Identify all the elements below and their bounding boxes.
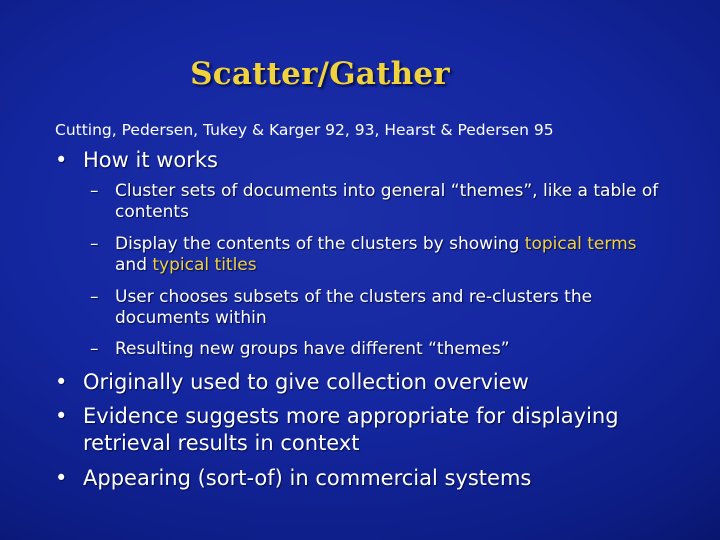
bullet-text: Originally used to give collection overview <box>83 370 529 394</box>
bullet-text: How it works <box>83 148 218 172</box>
bullet-icon: • <box>55 148 68 172</box>
bullet-icon: • <box>55 404 68 428</box>
dash-icon: – <box>90 339 99 359</box>
bullet-icon: • <box>55 370 68 394</box>
subbullet-text: User chooses subsets of the clusters and re-clusters the documents within <box>115 287 593 328</box>
subbullet-text-part: Display the contents of the clusters by showing <box>115 234 525 254</box>
highlight-typical-titles: typical titles <box>152 255 257 275</box>
citation-line: Cutting, Pedersen, Tukey & Karger 92, 93, Hearst & Pedersen 95 <box>55 121 554 139</box>
subbullet-text: Resulting new groups have different “themes” <box>115 339 510 359</box>
subbullet-text-part: and <box>115 255 153 275</box>
subbullet-text: Cluster sets of documents into general “themes”, like a table of contents <box>115 181 659 222</box>
bullet-text: Appearing (sort-of) in commercial systems <box>83 466 532 490</box>
highlight-topical-terms: topical terms <box>524 234 637 254</box>
dash-icon: – <box>90 287 99 307</box>
bullet-text: Evidence suggests more appropriate for displaying retrieval results in context <box>83 404 619 455</box>
subbullet-text <box>115 234 660 276</box>
dash-icon: – <box>90 234 99 254</box>
dash-icon: – <box>90 181 99 201</box>
bullet-icon: • <box>55 466 68 490</box>
slide-title: Scatter/Gather <box>190 56 450 92</box>
